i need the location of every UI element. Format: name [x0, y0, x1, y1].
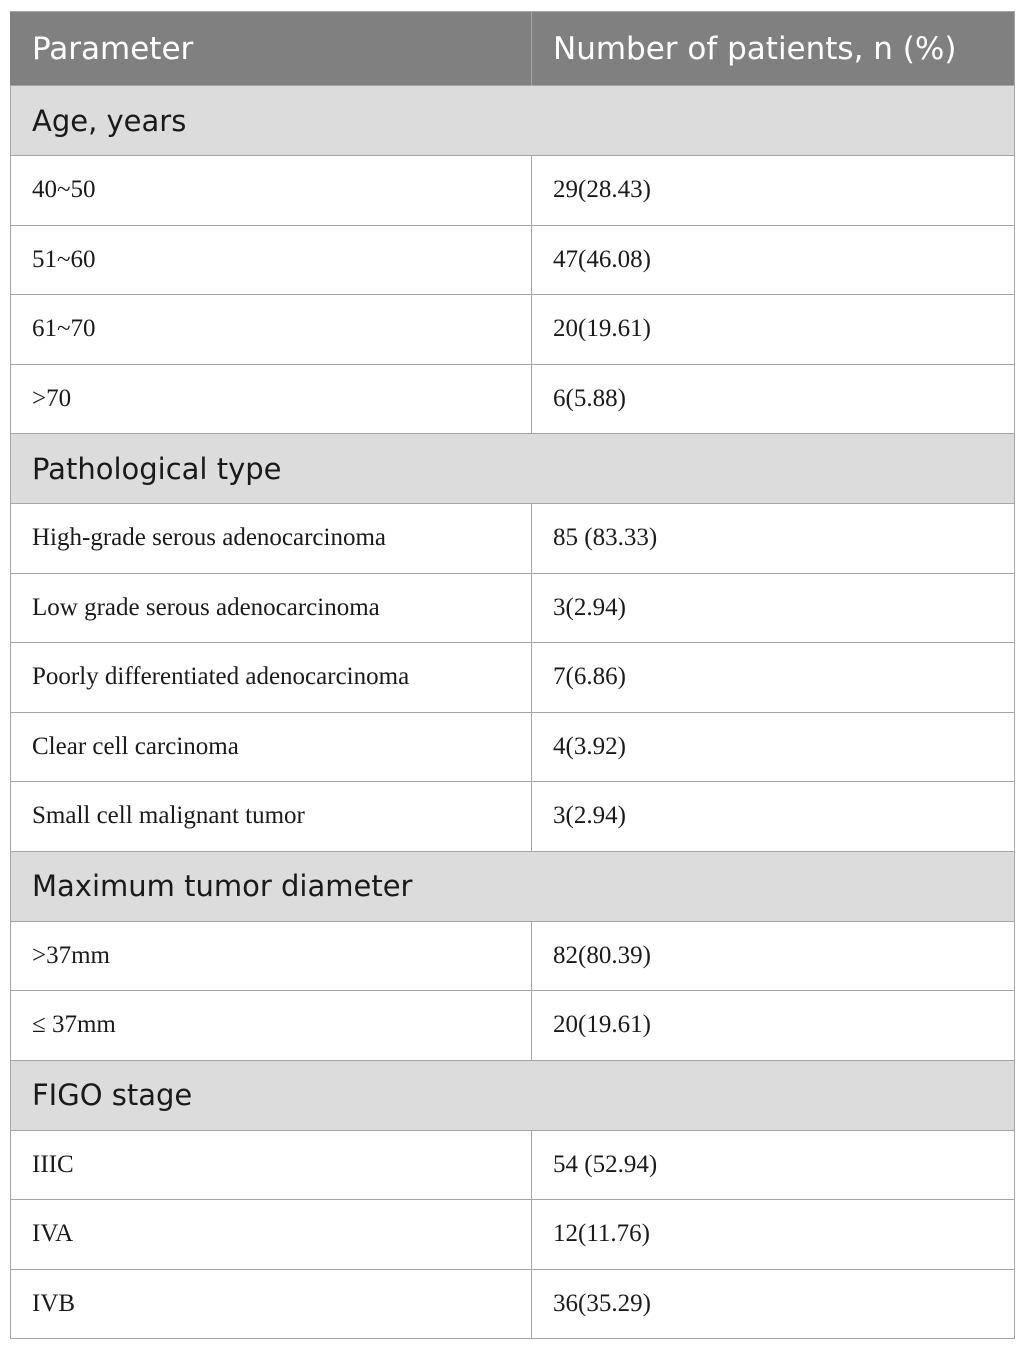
parameter-cell: 51~60: [11, 225, 532, 295]
value-cell: 54 (52.94): [532, 1130, 1015, 1200]
table-row: [11, 1200, 1015, 1270]
table-row: [11, 991, 1015, 1061]
value-cell: 3(2.94): [532, 573, 1015, 643]
table-body: [11, 86, 1015, 1339]
section-row-age: [11, 86, 1015, 156]
table-row: [11, 712, 1015, 782]
parameter-cell: Small cell malignant tumor: [11, 782, 532, 852]
value-cell: 82(80.39): [532, 921, 1015, 991]
patient-characteristics-table: [10, 11, 1015, 1339]
table-header-row: [11, 12, 1015, 86]
value-cell: 36(35.29): [532, 1269, 1015, 1339]
section-row-pathological-type: [11, 434, 1015, 504]
parameter-cell: Poorly differentiated adenocarcinoma: [11, 643, 532, 713]
parameter-cell: 61~70: [11, 295, 532, 365]
value-cell: 20(19.61): [532, 295, 1015, 365]
patient-characteristics-table-container: [10, 11, 1014, 1339]
table-row: [11, 782, 1015, 852]
value-cell: 47(46.08): [532, 225, 1015, 295]
table-row: [11, 504, 1015, 574]
table-row: [11, 1269, 1015, 1339]
parameter-cell: Low grade serous adenocarcinoma: [11, 573, 532, 643]
value-cell: 29(28.43): [532, 156, 1015, 226]
column-header-parameter: Parameter: [11, 12, 532, 86]
parameter-cell: IVB: [11, 1269, 532, 1339]
table-row: [11, 156, 1015, 226]
section-title: FIGO stage: [11, 1060, 1015, 1130]
value-cell: 4(3.92): [532, 712, 1015, 782]
parameter-cell: IVA: [11, 1200, 532, 1270]
parameter-cell: IIIC: [11, 1130, 532, 1200]
parameter-cell: Clear cell carcinoma: [11, 712, 532, 782]
section-row-figo-stage: [11, 1060, 1015, 1130]
value-cell: 20(19.61): [532, 991, 1015, 1061]
section-row-maximum-tumor-diameter: [11, 851, 1015, 921]
section-title: Pathological type: [11, 434, 1015, 504]
table-row: [11, 921, 1015, 991]
parameter-cell: 40~50: [11, 156, 532, 226]
value-cell: 85 (83.33): [532, 504, 1015, 574]
parameter-cell: >37mm: [11, 921, 532, 991]
parameter-cell: >70: [11, 364, 532, 434]
table-row: [11, 1130, 1015, 1200]
table-row: [11, 364, 1015, 434]
value-cell: 3(2.94): [532, 782, 1015, 852]
value-cell: 7(6.86): [532, 643, 1015, 713]
column-header-number-of-patients: Number of patients, n (%): [532, 12, 1015, 86]
parameter-cell: High-grade serous adenocarcinoma: [11, 504, 532, 574]
table-row: [11, 225, 1015, 295]
table-header: [11, 12, 1015, 86]
table-row: [11, 573, 1015, 643]
value-cell: 6(5.88): [532, 364, 1015, 434]
table-row: [11, 295, 1015, 365]
section-title: Age, years: [11, 86, 1015, 156]
value-cell: 12(11.76): [532, 1200, 1015, 1270]
parameter-cell: ≤ 37mm: [11, 991, 532, 1061]
table-row: [11, 643, 1015, 713]
section-title: Maximum tumor diameter: [11, 851, 1015, 921]
